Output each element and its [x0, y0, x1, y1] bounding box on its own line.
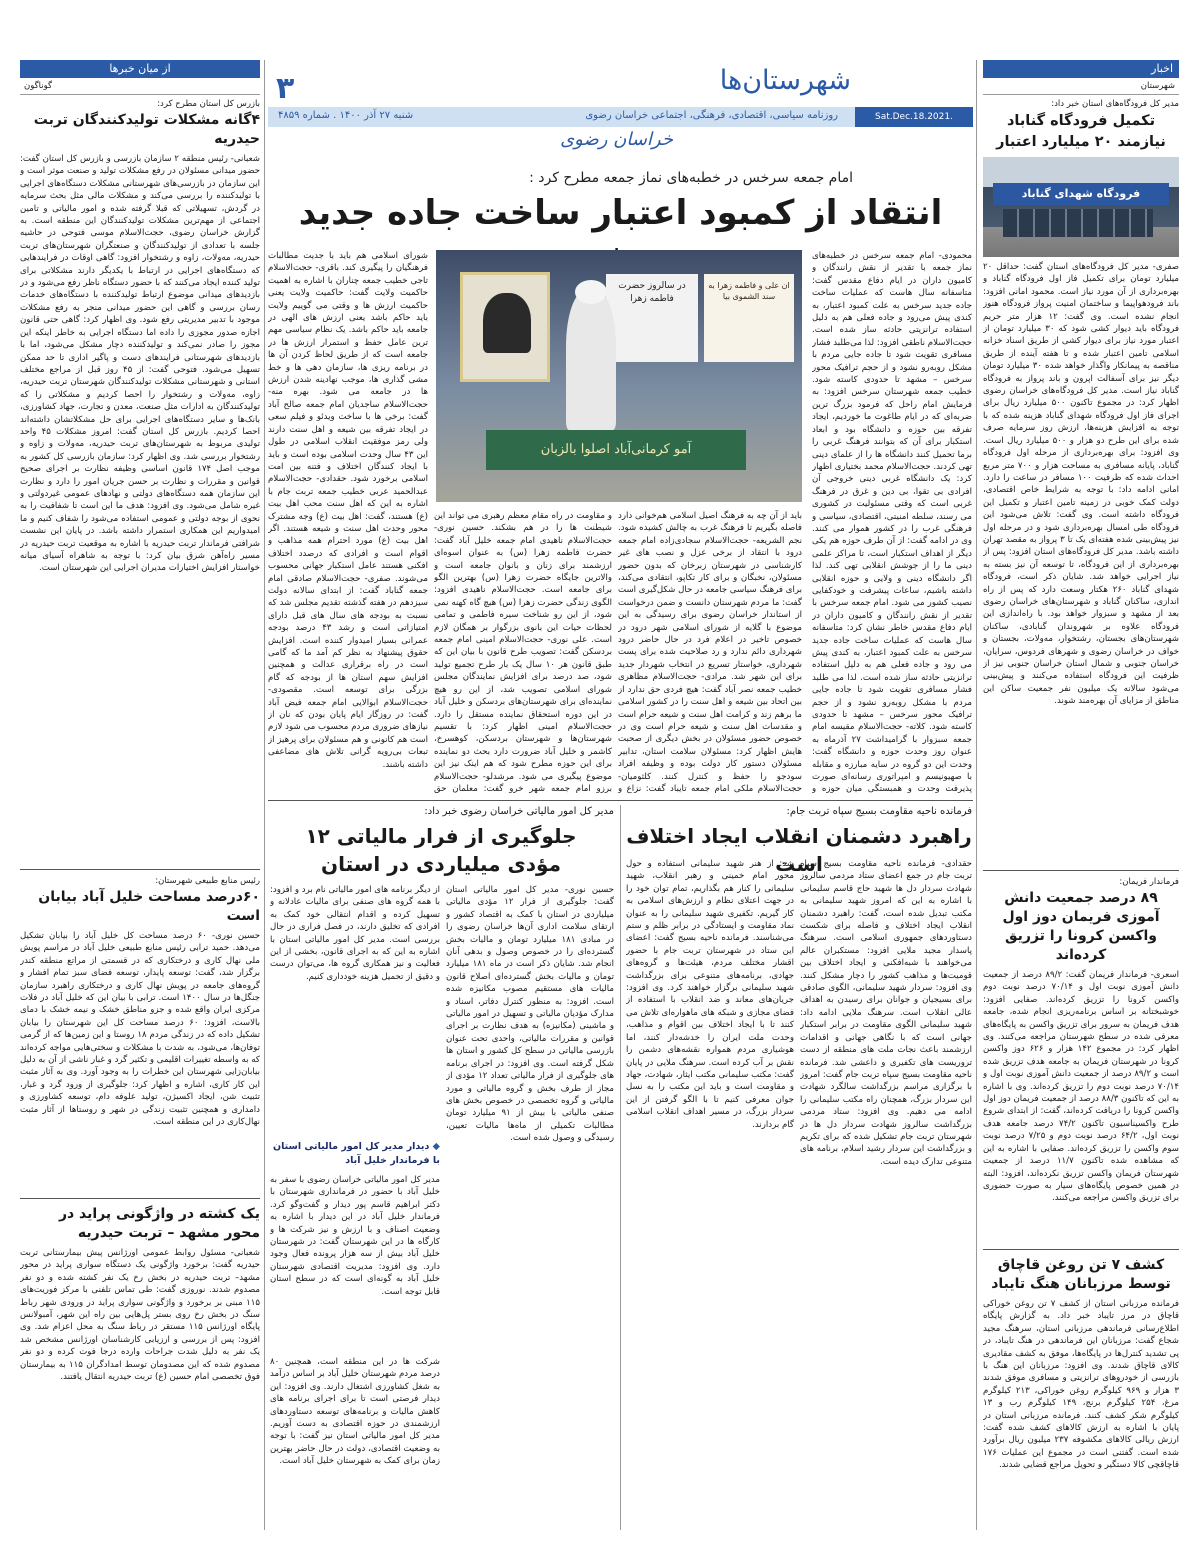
page-number: ۳ — [276, 71, 295, 106]
divider — [983, 1249, 1179, 1250]
story-headline: جلوگیری از فرار مالیاتی ۱۲ مؤدی میلیاردی در استان — [305, 824, 577, 876]
date-fa: شنبه ۲۷ آذر ۱۴۰۰ . شماره ۴۸۵۹ — [278, 110, 414, 121]
right-column — [983, 60, 1179, 1530]
story-headline: ۶۰درصد مساحت خلیل آباد بیابان است — [38, 889, 260, 924]
masthead — [268, 63, 973, 160]
main-bottom-rule — [268, 800, 973, 801]
airport-sign: فرودگاه شهدای گناباد — [993, 183, 1169, 205]
speaker-turban — [575, 280, 607, 304]
story-headline: راهبرد دشمنان انقلاب ایجاد اختلاف است — [626, 824, 972, 876]
main-col-3: و مقاومت در راه مقام معظم رهبری می تواند این شیطنت ها را در هم بشکند. حسین نوری- حجت‌الاسلام ناهیدی امام جمعه خلیل آباد گفت: حضرت فاطمه زهرا (س) به عنوان اسوه‌ای ارزشمند برای زنان و بانوان جامعه است و والاترین جایگاه حضرت زهرا (س) بهترین الگو برای جامعه است. حجت‌الاسلام ناهیدی افزود: الگوی زندگی حضرت زهرا (س) هیچ گاه کهنه نمی شود، از این رو شناخت سیره فاطمی و تمامی لحظات حیات این بانوی بزرگوار بر همگان لازم است. علی نوری- حجت‌الاسلام امینی امام جمعه بردسکن گفت: تصویب طرح قانون با بیان این که طبق قانون هر ۱۰ سال یک بار طرح تجمیع تولید شود، صد درصد برای افزایش نمایندگان مجلس شورای اسلامی تصویب شد، از این رو هیچ نماینده‌ای برای شهرستان‌های بردسکن و خلیل آباد در این دوره استحقاق نماینده مستقل را دارد. حجت‌الاسلام امینی اظهار کرد: با تقسیم شهرستان‌ها و شهرستان بردسکن، کوهسرخ، کاشمر و خلیل آباد ضرورت دارد بحث دو نماینده برای این حوزه مطرح شود که هم اینک نیز این موضوع پیگیری می شود. مرشدلو- حجت‌الاسلام برزو امام جمعه شهر خرو گفت: معلمان حق — [434, 511, 612, 794]
column-rule — [976, 60, 977, 1530]
sub-headline — [270, 1140, 440, 1168]
story-headline: کشف ۷ تن روغن قاچاق توسط مرزبانان هنگ تایباد — [991, 1257, 1171, 1292]
story-kicker: مدیر کل فرودگاه‌های استان خبر داد: — [1051, 99, 1179, 109]
story-headline: یک کشته در واژگونی پراید در محور مشهد – تربت حیدریه — [58, 1206, 260, 1241]
story-body: صفری- مدیر کل فرودگاه‌های استان گفت: حداقل ۲۰ میلیارد تومان برای تکمیل فاز اول فرودگاه گناباد و بهره‌برداری از آن مورد نیاز است. محمود امانی افزود: باند فرودهواپیما و ساختمان امنیت پرواز فرودگاه هنوز انجام نشده است. وی گفت: ۱۲ هزار متر حریم فرودگاه باید دیوار کشی شود که ۳۰ میلیارد تومان از اعتبار مورد نیاز برای دیوار کشی از طریق اسناد خزانه اسلامی تامین اعتبار شده و تا هفته آینده از طریق مناقصه به پیمانکار واگذار خواهد شده ۳۰ میلیارد تومان دیگر نیز برای آسفالت اپرون و باند پرواز به فرودگاه گناباد نیاز است. مدیر کل فرودگاه‌های خراسان رضوی اظهار کرد: در مجموع تاکنون ۵۰۰ میلیارد ریال برای اجرای فاز اول فرودگاه شهدای گناباد هزینه شده که با توجه به افزایش هزینه‌ها، ارزش روز سرمایه صرف شده برای این طرح دو هزار و ۵۰۰ میلیارد ریال است. وی افزود: برای بهره‌برداری از مرحله اول فرودگاه گناباد، پایانه مسافری به مساحت هزار و ۷۰۰ متر مربع احداث شده که ظرفیت ۱۰۰ مسافر در ساعت را دارد. امانی ادامه داد: با توجه به شرایط خاص اقتصادی، دولت کمک خوبی در زمینه تامین اعتبار و تکمیل این فرودگاه داشته است. وی گفت: تلاش می‌شود این فرودگاه طی امسال بهره‌برداری شود و در مرحله اول نیز پیش‌بینی شده هفته‌ای یک تا ۳ پرواز به مقصد تهران داشته باشد. مدیر کل فرودگاه‌های استان افزود: پس از بهره‌برداری از این فرودگاه، تا توسعه آن نیز بسته به نیاز اجرایی خواهد شد. شایان ذکر است، فرودگاه شهدای گناباد ۲۶۰ هکتار وسعت دارد که پس از راه اندازی، ساکنان گناباد و شهرستان‌های خراسان رضوی بعد از مشهد و سبزوار خواهد بود. با راه‌اندازی این فرودگاه علاوه بر شهروندان گنابادی، ساکنان شهرستان‌های بجستان، رشتخوار، مه‌ولات، بجستان و خواف در خراسان رضوی و شهرهای فردوس، سرایان، خراسان جنوبی و شمال استان خراسان جنوبی نیز از ظرفیت این فرودگاه استفاده می‌کنند و پیش‌بینی می‌شود سالانه یک میلیون نفر جمعیت ساکن این مناطق از مزایای آن بهره‌مند شوند. — [983, 262, 1179, 707]
story-body: شد: از هنر شهید سلیمانی استفاده و حول محور امام خمینی و رهبر انقلاب، شهید سلیمانی را کنار هم بگذاریم، تمام توان خود را در جهت اعتلای نظام و ارزش‌های اسلامی به کار گیریم. تکفیری شهید سلیمانی را به عنوان نماد مقاومت و ایستادگی در برابر ظلم و ستم می‌شناسند. فرمانده ناحیه بسیج گفت: اعضای این ستاد در شهرستان تربت جام با حضور اقشار مختلف مردم، هیئت‌ها و گروه‌های جهادی، برنامه‌های متنوعی برای بزرگداشت شهید سلیمانی برگزار خواهند کرد. وی افزود: جریان‌های معاند و ضد انقلاب با استفاده از فضای مجازی و شبکه های ماهواره‌ای تلاش می کنند تا با ایجاد اختلاف بین اقوام و مذاهب، وحدت ملت ایران را خدشه‌دار کنند، اما هوشیاری مردم همواره نقشه‌های دشمن را نقش بر آب کرده است. سرهنگ ملایی در پایان گفت: مکتب سلیمانی مکتب ایثار، شهادت، جهاد و مقاومت است و باید این مکتب را به نسل جوان معرفی کنیم تا با الگو گرفتن از این سردار بزرگ، در مسیر اهداف انقلاب اسلامی گام بردارند. — [626, 859, 794, 1130]
story-headline: ۴گانه مشکلات تولیدکنندگان تربت حیدریه — [33, 112, 260, 147]
left-subtab: گوناگون — [20, 78, 260, 95]
portrait-figure — [483, 293, 531, 353]
banner-line: ان علی و فاطمه زهرا به سند الشموی بیا — [704, 274, 794, 362]
main-col-2: باید از آن چه به فرهنگ اصیل اسلامی هم‌خوانی دارد فاصله بگیریم تا فرهنگ غرب به چالش کشیده شود. نجم الشریعه- حجت‌الاسلام سجادی‌زاده امام جمعه درود با انتقاد از برخی عزل و نصب های غیر کارشناسی در شهرستان زبرخان که بدون حضور مسئولان، نخبگان و برای کار تکاپو، انتقادی می‌کند، برای فرهنگ سیاسی جامعه در حال شکل‌گیری است گفت: ما مردم شهرستان دانست و ضمن درخواست از استاندار خراسان رضوی برای رسیدگی به این موضوع با گلایه از شورای اسلامی شهر درود در خصوص تاخیر در اعلام فرد در حال حاضر درود شهرداری دائم ندارد و رد صلاحیت شده برای پست شهرداری، خواستار تسریع در انتخاب شهردار جدید برای این شهر شد. مرادی- حجت‌الاسلام مظاهری خطیب جمعه نصر آباد گفت: هیچ فردی حق ندارد از بین اتحاد بین شیعه و اهل سنت را در کشور اسلامی ما برهم زند و کرامت اهل سنت و شیعه حرام است و مقدسات اهل سنت و شیعه حرام است وی در خصوص حضور مسئولان در بخش دیگری از صحبت هایش اظهار کرد: مسئولان سلامت استان، تدابیر مسئولان دستور کار دولت بوده و وظیفه افراد سودجو را حفظ و کنترل کنند. کلثومیان- حجت‌الاسلام ملکی امام جمعه تایباد گفت: نزاع و — [618, 511, 802, 794]
story-body: مدیر کل امور مالیاتی خراسان رضوی با سفر به خلیل آباد با حضور در فرمانداری شهرستان با دکتر ابراهیم قاسم پور دیدار و گفت‌وگو کرد. فرماندار خلیل آباد در این دیدار با اشاره به وضعیت اصناف و با ارزش و نیز شرکت ها و کارگاه ها در این شهرستان گفت: در شهرستان خلیل آباد بیش از سه هزار پرونده فعال وجود دارد. وی افزود: مدیریت اقتصادی شهرستان خلیل آباد به گونه‌ای است که در سطح استان قابل توجه است. — [270, 1175, 440, 1297]
story-body: حسین نوری- مدیر کل امور مالیاتی استان گفت: جلوگیری از فرار ۱۲ مؤدی مالیاتی میلیاردی در استان با کمک به اقتصاد کشور و ارتقای سلامت اداری آن‌ها خراسان رضوی را در مبادی ۱۸۱ میلیارد تومان و مالیات بخش گسترده‌ای را در خصوص وصول و بدهی آنان انجام شد. شایان ذکر است در ماه ۱۸۱ میلیارد تومان و مالیات بخش گسترده‌ای اصلاح قانون مالیات های مستقیم مصوب مکانیزه شده است. افزود: به منظور کنترل دفاتر، اسناد و مدارک مؤدیان مالیاتی و تسهیل در امور مالیاتی و ماشینی (مکانیزه) به هدف نظارت بر اجرای قوانین و مقررات مالیاتی، واحدی تحت عنوان بازرسی مالیاتی در سطح کل کشور و استان ها شکل گرفته است. وی افزود: در اجرای برنامه های جلوگیری از فرار مالیاتی تعداد ۱۲ مؤدی از مجاز از طرف بخش و گروه مالیاتی و مورد مالیاتی و گروه تخصصی در خصوص بخش های صنفی مالیاتی با بیش از ۹۱ میلیارد تومان مطالبات تکمیلی از ماه‌ها مالیات تعیین، رسیدگی و وصول شده است. — [446, 885, 614, 1144]
date-en: Sat.Dec.18.2021. No.4859 — [855, 107, 973, 127]
story-kicker: مدیر کل امور مالیاتی خراسان رضوی خبر داد: — [424, 806, 614, 817]
story-kicker: فرماندار فریمان: — [1119, 877, 1179, 887]
tagline: روزنامه سیاسی، اقتصادی، فرهنگی، اجتماعی خراسان رضوی — [585, 110, 838, 121]
column-rule — [264, 60, 265, 1530]
story-headline: ۸۹ درصد جمعیت دانش آموزی فریمان دوز اول واکسن کرونا را تزریق کرده‌اند — [1002, 890, 1160, 963]
left-tab: از میان خبرها — [20, 60, 260, 78]
column-rule — [620, 805, 621, 1530]
main-kicker: امام جمعه سرخس در خطبه‌های نماز جمعه مطرح کرد : — [529, 170, 853, 186]
speaker-figure — [566, 290, 616, 430]
main-col-1: محمودی- امام جمعه سرخس در خطبه‌های نماز جمعه با تقدیر از نقش رانندگان و کامیون داران در ایام دفاع مقدس گفت: متاسفانه سال هاست که عملیات ساخت جاده جدید سرخس به علت کمبود اعتبار، به کندی پیش می‌رود و جاده فعلی هم به دلیل استفاده ترانزیتی حادثه ساز شده است. حجت‌الاسلام ناطقی افزود: لذا می‌طلبد فشار مسافری تقویت شود تا جاده جایی مردم با مشکل روبه‌رو نشود و از حجم ترافیک محور سرخس – مشهد تا حدودی کاسته شود. خطیب جمعه شهرستان سرخس افزود: به فرمایش امام راحل که فرمود بزرگ ترین ضربه‌ای که در ایام طاغوت ما خوردیم، ایجاد تفرقه بین حوزه و دانشگاه بود و ابعاد استکبار برای آن که بتوانند فرهنگ غربی را برما تحمیل کنند دانشگاه ها را از علمای دینی تهی کردند. حجت‌الاسلام محمد بختیاری اظهار کرد: یک دانشگاه غربی دینی خروجی آن افرادی بی تقوا، بی دین و غرق در فرهنگ غربی است که وقتی مسئولیت در کشوری می رسند، سلطه امنیتی، اقتصادی، سیاسی و فرهنگی غرب را در کشور هموار می کنند. وی در ادامه گفت: از آن طرف حوزه هم یکی دیگر از اهداف استکبار است، تا مراکز علمی دینی ما را از جوشش انقلابی تهی کند. لذا اگر دانشگاه دینی و ولایی و حوزه انقلابی داشته باشیم، ساعات پیشرفت و خودکفایی نصیب کشور می شود. امام جمعه سرخس با تقدیر از نقش رانندگان و کامیون داران در ایام دفاع مقدس خاطر نشان کرد: متاسفانه سال هاست که عملیات ساخت جاده جدید سرخس به علت کمبود اعتبار، به کندی پیش می رود و جاده فعلی هم به دلیل استفاده ترانزیتی حادثه ساز شده است. لذا می طلبد فشار مسافری تقویت شود تا جاده جایی مردم با مشکل روبه‌رو نشود و از حجم ترافیک محور سرخس – مشهد تا حدودی کاسته شود. کلاته- حجت‌الاسلام مقیسه امام جمعه سبزوار با گرامیداشت ۲۷ آذرماه به عنوان روز وحدت حوزه و دانشگاه گفت: وحدت این دو گروه در سایه مبارزه و مقابله با صهیونیسم و امپراتوری رسانه‌ای صورت پذیرفت وحدت و همبستگی میان حوزه و — [812, 251, 972, 795]
banner-bottom: آمو کرمانی‌آباد اصلوا بالزبان — [486, 430, 746, 470]
main-headline: انتقاد از کمبود اعتبار ساخت جاده جدید — [298, 193, 943, 233]
divider — [20, 1198, 260, 1199]
story-body: فرمانده مرزبانی استان از کشف ۷ تن روغن خوراکی قاچاق در مرز تایباد خبر داد. به گزارش پایگاه اطلاع‌رسانی فرماندهی مرزبانی استان، سرهنگ مجید شجاع گفت: مرزبانان این فرماندهی در هنگ تایباد، در پی تشدید کنترل‌ها در پایگاه‌ها، موفق به کشف مقادیری کالای قاچاق شدند. وی افزود: مرزبانان این هنگ با بازرسی از خودروهای ترانزیتی و مسافری موفق شدند ۳ هزار و ۹۶۹ کیلوگرم روغن خوراکی، ۲۱۳ کیلوگرم مرغ، ۲۵۴ کیلوگرم برنج، ۱۴۹ کیلوگرم رب و ۱۳ کیلوگرم شکر کشف کنند. فرمانده مرزبانی استان در پایان با اشاره به ارزش کالاهای کشف شده گفت: ارزش ریالی کالاهای مکشوفه ۲۳۷ میلیون ریال برآورد شده است. گفتنی است در مجموع این عملیات ۱۷۶ قاچاقچی کالا دستگیر و تحویل مراجع قضایی شدند. — [983, 1299, 1179, 1471]
sub-headline-text: دیدار مدیر کل امور مالیاتی استان با فرماندار خلیل آباد — [272, 1141, 440, 1166]
right-tab: اخبار — [983, 60, 1179, 78]
portrait-frame — [460, 272, 550, 382]
bullet-icon: ◆ — [429, 1141, 440, 1152]
friday-prayer-photo — [436, 250, 802, 502]
story-headline: تکمیل فرودگاه گناباد نیازمند ۲۰ میلیارد اعتبار — [996, 113, 1166, 150]
story-kicker: بازرس کل استان مطرح کرد: — [157, 99, 260, 109]
story-body: اسعری- فرماندار فریمان گفت: ۸۹/۲ درصد از جمعیت دانش آموزی نوبت اول و ۷۰/۱۴ درصد نوبت دوم واکسن کرونا را تزریق کرده‌اند. صفایی افزود: خوشبختانه بر اساس برنامه‌ریزی انجام شده، جامعه هدف فریمان به سرور برای تزریق واکسن به پایگاه‌های معرفی شده در سطح شهرستان مراجعه می‌کنند. وی اظهار کرد: در مجموع ۱۴۲ هزار و ۶۲۶ دوز واکسن کرونا در شهرستان فریمان به جامعه هدف تزریق شده است و ۸۹/۲ درصد از جمعیت دانش آموزی نوبت اول و ۷۰/۱۴ درصد نوبت دوم را تزریق کرده‌اند. وی با اشاره به این که تاکنون ۸۸/۳ درصد از جمعیت فریمان دوز اول واکسن کرونا را دریافت کرده‌اند، گفت: از ابتدای شروع طرح واکسیناسیون تاکنون ۷۴/۲ درصد جامعه هدف نوبت اول، ۶۴/۲ درصد نوبت دوم و ۷/۲۵ درصد نوبت سوم واکسن را تزریق کرده‌اند. صفایی با اشاره به این که مشاهده شده تاکنون ۱۱/۷ درصد از جمعیت شهرستان فریمان واکسن تزریق نکرده‌اند، افزود: البته در همین خصوص پایگاه‌های سیار به صورت حضوری برای تزریق واکسن مراجعه می‌کنند. — [983, 970, 1179, 1204]
main-col-4: شورای اسلامی هم باید با جدیت مطالبات فرهنگیان را پیگیری کند. باقری- حجت‌الاسلام تاجی خطیب جمعه چناران با اشاره به اهمیت حاکمیت ولایت گفت: حاکمیت ولایت یعنی حاکمیت ارزش ها و وقتی می گوییم ولایت باید حاکم باشد یعنی ارزش های الهی در جامعه باید حاکم باشد. یک نظام سیاسی مهم ترین عامل حفظ و استمرار ارزش ها در جامعه است که از طریق لحاظ کردن آن ها در برنامه ریزی ها، سازمان دهی ها و خط مشی گذاری ها، موجب نهادینه شدن ارزش ها در جامعه می شود. بهره منه- حجت‌الاسلام ساجدیان امام جمعه صالح آباد گفت: برخی ها با ساخت ویدئو و فیلم سعی در ایجاد تفرقه بین شیعه و اهل سنت دارند ولی رمز موفقیت انقلاب اسلامی در طول این ۴۳ سال وحدت اسلامی بوده است و باید با ایجاد کنندگان اختلاف و فتنه بین امت اسلامی برخورد شود. حقدادی- حجت‌الاسلام عبدالحمید عربی خطیب جمعه تربت جام با اشاره به این که اهل سنت محب اهل بیت (ع) هستند، گفت: اهل بیت (ع) وجه مشترک محور وحدت اهل سنت و شیعه هستند. اگر اهل بیت (ع) مورد احترام همه مذاهب و اقوام است و افرادی که درصدد اختلاف افکنی هستند عامل استکبار جهانی محسوب می‌شوند. صفری- حجت‌الاسلام صادقی امام جمعه گناباد گفت: از ابتدای سالانه دولت سیزدهم در هفته گذشته تقدیم مجلس شد که نسبت به بودجه های سال های قبل دارای امتیازاتی است و رشد ۴۳ درصد بودجه عمرانی بسیار امیدوار کننده است. افزایش حقوق پیشنهاد به نظر کم آمد ما که گامی است در راه برقراری عدالت و همچنین افزایش سهم استان ها از بودجه که گام بزرگی برای توسعه است. مقصودی- حجت‌الاسلام ابوالایی امام جمعه فیض آباد گفت: در روزگار ایام پایان بودن که نان از نیازهای ضروری مردم محسوب می شود لازم است هم کانونی و هم مسئولان برای پرهیز از تبعات بی‌رویه گرانی تلاش های مضاعفی داشته باشند. — [268, 251, 428, 770]
right-subtab: شهرستان — [983, 78, 1179, 95]
story-body: شعبانی- رئیس منطقه ۲ سازمان بازرسی و بازرس کل استان گفت: حضور میدانی مسئولان در رفع مشکلات تولید و صنعت موثر است و این سازمان در بازرسی‌های شهرستانی مشکلات دستگاه‌های اجرایی با تولیدکننده را بررسی می‌کند و مشکلات مالی مثل بحث سرمایه در گردش، تسهیلاتی که قبلا گرفته شده و امور مالیاتی و تامین اجتماعی از مهم‌ترین مشکلات تولیدکنندگان این منطقه است. به گزارش خراسان رضوی، حجت‌الاسلام موسی فتوحی در حاشیه جلسه با تعدادی از تولیدکنندگان و صنعتگران شهرستان‌های تربت حیدریه، مه‌ولات، زاوه و رشتخوار افزود: گاهی اوقات در فرایندهایی که دستگاه‌های اجرایی در ارتباط با یکدیگر دارند مشکلاتی برای تولید کننده ایجاد می‌کنند که با حضور دستگاه ناظر رفع می‌شود و در بازدیدهای میدانی موضوع ارتباط تولیدکننده با دستگاه‌های خدمات رسان بررسی و گاهی این حضور میدانی منجر به رفع مشکلات موجود با تدبیر مدیریتی رفع شود. وی اظهار کرد: گاهی حتی قانون اجازه صدور مجوزی را داده اما دستگاه اجرایی به خاطر اینکه این مجوز را صادر نمی‌کند و تولیدکننده دچار مشکل می‌شود، اما با بازدیدهای شهرستانی فرایندهای دست و پاگیر اداری تا حد ممکن تسهیل می‌شود. فتوحی گفت: از ۴۵ روز قبل از مراجع مختلف استانی و شهرستانی مشکلات تولیدکنندگان شهرستان تربت حیدریه، زاوه، مه‌ولات و رشتخوار را احصا کردیم و مشکلاتی را که تولیدکنندگان به ادارات مثل صنعت، معدن و تجارت، جهاد کشاورزی، بانک‌ها و سایر دستگاه‌های اجرایی برای حل مشکلاتشان داشته‌اند احصا کردیم. بازرس کل استان گفت: امروز مشکلات ۴۵ واحد تولیدی مربوط به شهرستان‌های تربت حیدریه، مه‌ولات و زاوه و رشتخوار بررسی شد. وی اظهار کرد: سازمان بازرسی کل کشور به موجب اصل ۱۷۴ قانون اساسی وظیفه نظارت بر اجرای صحیح قوانین و مقررات و نظارت بر حسن جریان امور را دارد و نظارت این سازمان همه دستگاه‌های دولتی و نهادهای عمومی غیردولتی و غیره شامل می‌شود. وی افزود: هدف ما این است تا شفافیت را به نحوی از بوجه دولتی و عمومی استفاده می‌شود را شفاف کنیم و ما امیدواریم این همکاری استمرار داشته باشد. در پایان این نشست شرافتی فرماندار تربت حیدریه با اشاره به موقعیت تربت حیدریه در مسیر راه‌آهن شرق بیان کرد: با توجه به شاهراه آسیای میانه خواستار افزایش اختیارات مدیران اجرایی این شهرستان است. — [20, 154, 260, 574]
logo: خراسان رضوی — [560, 129, 673, 150]
banner-top: در سالروز حضرت فاطمه زهرا — [606, 274, 698, 362]
story-body: از دیگر برنامه های امور مالیاتی نام برد و افزود: با همه گروه های صنفی برای مالیات عادلانه و تسهیل کرده و اقدام انتقالی خود کمک به افرادی که تخلیق دارند، در فصل فراری در حال بررسی است. مدیر کل امور مالیاتی استان با اشاره به این که به اجرای قانون، بخشی از این فعالیت و نیز همکاری گروه ها، می‌توان درست و دقیق از تحمیل هزینه خودداری کنیم. — [270, 885, 440, 982]
airport-photo — [983, 157, 1179, 257]
section-title: شهرستان‌ها — [719, 65, 851, 96]
story-body: حقدادی- فرمانده ناحیه مقاومت بسیج سپاه تربت جام در جمع اعضای ستاد مردمی سالروز شهادت سردار دل ها شهید حاج قاسم سلیمانی با اشاره به این که امروز شهید سلیمانی به مکتب تبدیل شده است، گفت: راهبرد دشمنان انقلاب ایجاد اختلاف و فاصله برای شکست دستاوردهای جمهوری اسلامی است. سرهنگ پاسدار مجید ملایی افزود: مستکبران عالم می‌خواهند با شبه‌افکنی و ایجاد اختلاف بین قومیت‌ها و مذاهب کشور را دچار مشکل کنند. وی افزود: سردار شهید سلیمانی، الگوی صادقی برای بسیجیان و جوانان برای رسیدن به اهداف عالی انقلاب است. سرهنگ ملایی ادامه داد: شهید سلیمانی الگوی مقاومت در برابر استکبار جهانی است که با نگاهی جهانی و اقدامات ارزشمند باعث نجات ملت های منطقه از دست تروریست های تکفیری و داعشی شد. فرمانده ناحیه مقاومت بسیج سپاه تربت جام گفت: امروز با برگزاری مراسم بزرگداشت سالگرد شهادت این سردار بزرگ، همچنان راه مکتب سلیمانی را ادامه می دهیم. وی افزود: ستاد مردمی بزرگداشت سالروز شهادت سردار دل ها در شهرستان تربت جام تشکیل شده که برای تکریم و بزرگداشت این سردار رشید اسلام، برنامه های متنوعی تدارک دیده است. — [800, 859, 972, 1167]
story-kicker: رئیس منابع طبیعی شهرستان: — [155, 876, 260, 886]
left-column — [20, 60, 260, 1530]
story-body: شرکت ها در این منطقه است، همچنین ۸۰ درصد مردم شهرستان خلیل آباد بر اساس درآمد به شغل کشاورزی اشتغال دارند. وی افزود: این دیدار فرصتی است تا برای اجرای برنامه های کاهش مالیات و برنامه‌های توسعه دستاوردهای ارزشمندی در حوزه اقتصادی به دست آوریم. مدیر کل امور مالیاتی استان نیز گفت: با توجه به وضعیت اقتصادی، دولت در حال حاضر بهترین زمان برای کمک به شهرستان خلیل آباد است. — [270, 1357, 440, 1467]
story-body: حسین نوری- ۶۰ درصد مساحت کل خلیل آباد را بیابان تشکیل می‌دهد. حمید ترابی رئیس منابع طبیعی خلیل آباد در مراسم پویش ملی نهال کاری و درختکاری که در قسمتی از مراتع منطقه کندر برگزار شد، گفت: توسعه پایدار، توسعه فضای سبز تمام افشار و گروه‌های جامعه در پویش نهال کاری و درختکاری راهبرد سازمان جنگل‌ها در سال ۱۴۰۰ است. ترابی با بیان این که خلیل آباد در فلات مرکزی ایران واقع شده و جزو مناطق خشک و نیمه خشک با دمای بالاست، افزود: ۶۰ درصد مساحت کل این شهرستان را بیابان تشکیل داده که در زندگی مردم ۱۸ روستا و این زمین‌ها که از گرمی توفان‌ها، می‌شود، به شدت با مشکلات و سختی‌هایی مواجه کرده‌اند که به واسطه تغییرات اقلیمی و تکثیر گرد و غبار ناشی از آن به دلیل بیابان‌زایی شهرستان این خطرات را به وجود آورد. وی به آثار مثبت این کار کاری، اشاره و اظهار کرد: جلوگیری از ورود گرد و غبار، تثبیت شن، ایجاد اکسیژن، تولید علوفه دام، توسعه کشاورزی و دامداری و همچنین تثبیت زندگی در شهر و روستاها از آثار مثبت نهال‌کاری در این منطقه است. — [20, 931, 260, 1128]
story-kicker: فرمانده ناحیه مقاومت بسیج سپاه تربت جام: — [786, 806, 972, 817]
divider — [983, 870, 1179, 871]
story-body: شعبانی- مسئول روابط عمومی اورژانس پیش بیمارستانی تربت حیدریه گفت: برخورد واژگونی یک دستگاه سواری پراید در محور مشهد– تربت حیدریه در بخش رخ یک نفر کشته شده و دو نفر مصدوم شدند. نوروزی گفت: طی تماس تلفنی با مرکز فوریت‌های ۱۱۵ مبنی بر برخورد و واژگونی سواری پراید در ورودی شهر رباط سنگ در بخش رخ روی بستر پل‌هایی بین راه این شهر، آمبولانس پایگاه اورژانس ۱۱۵ مستقر در رباط سنگ به محل اعزام شد. وی افزود: پس از بررسی و ارزیابی کارشناسان اورژانس مشخص شد یک نفر به دلیل شدت جراحات وارده درجا فوت کرده و دو نفر مصدوم شده که این مصدومان توسط امدادگران ۱۱۵ به بیمارستان فوق تخصصی امام حسین (ع) تربت حیدریه انتقال یافتند. — [20, 1248, 260, 1383]
divider — [20, 869, 260, 870]
airport-glass — [1003, 209, 1153, 237]
